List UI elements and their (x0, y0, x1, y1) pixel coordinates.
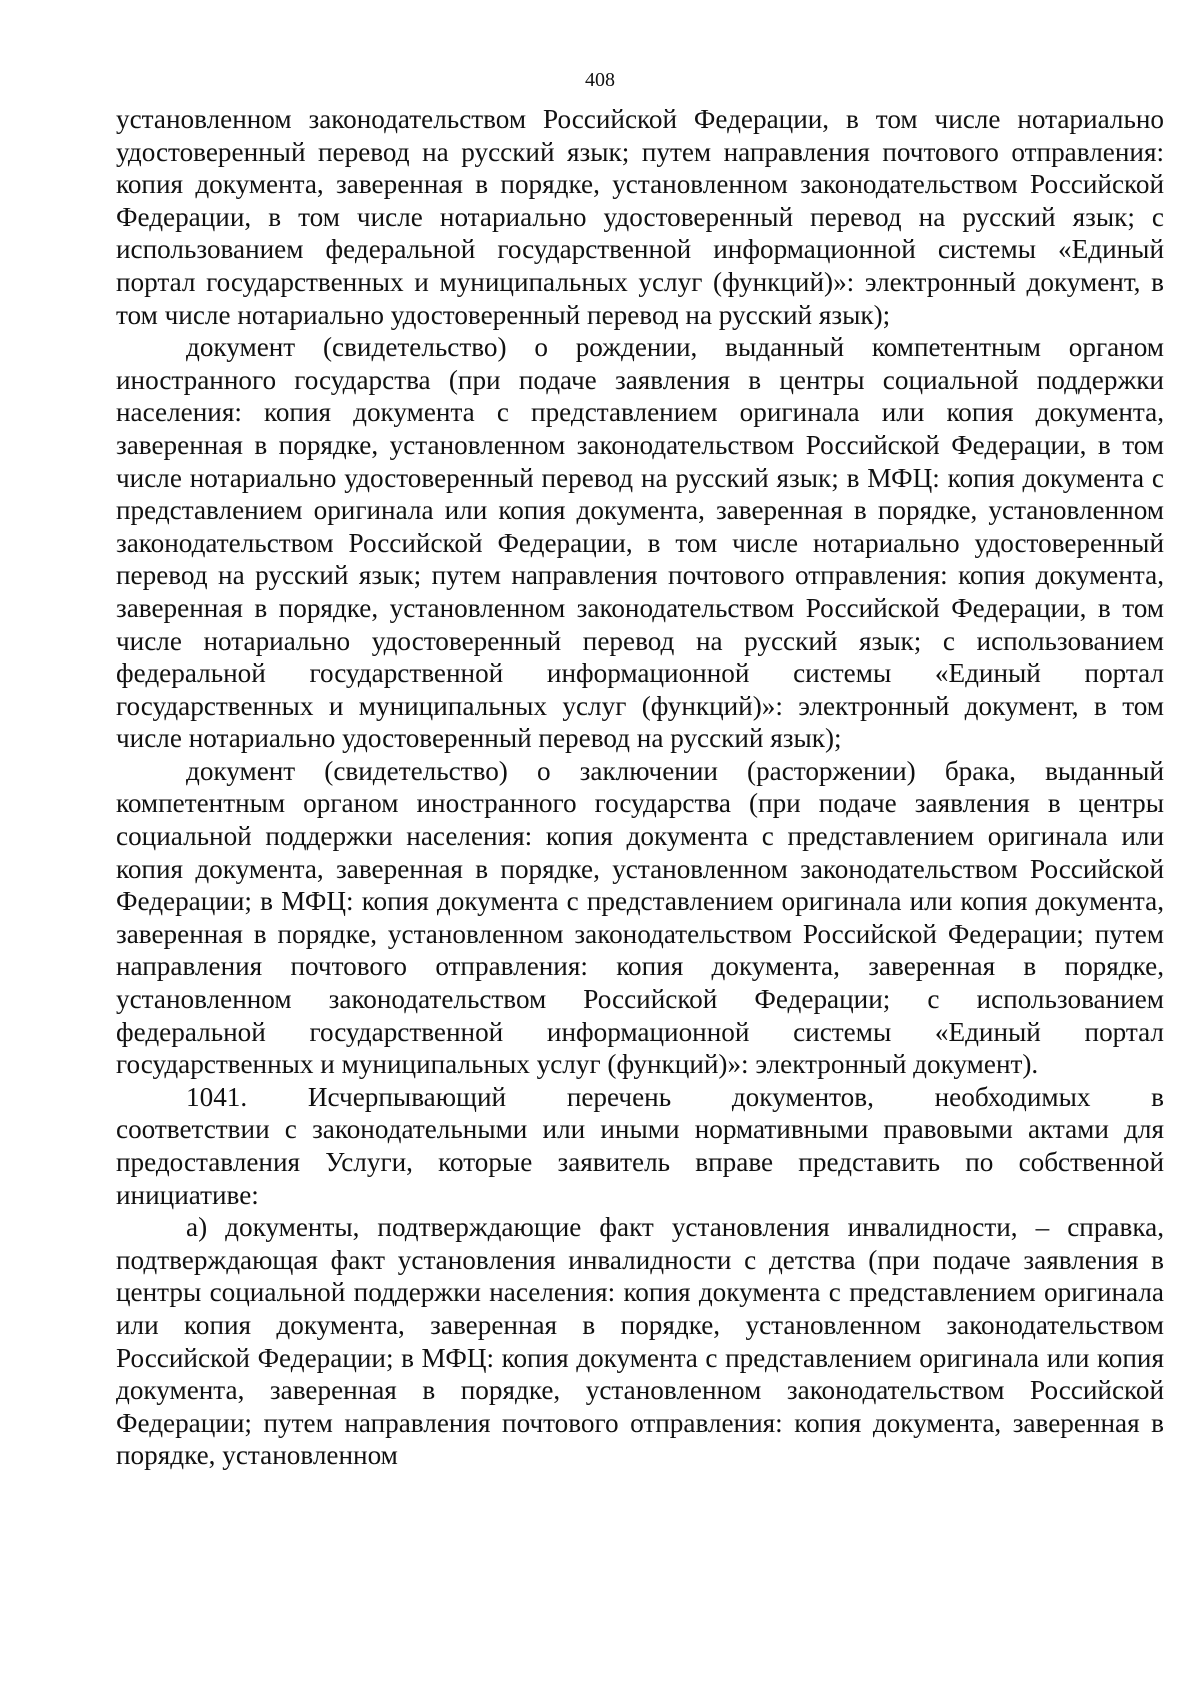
heading-word: Исчерпывающий (307, 1081, 507, 1112)
heading-word: необходимых (934, 1081, 1091, 1112)
heading-word: документов, (731, 1081, 874, 1112)
paragraph-birth-certificate: документ (свидетельство) о рождении, выданный компетентным органом иностранного государства (при подаче заявления в центры социальной поддержки населения: копия документа с представлением оригинала или копия документа, заверенная в порядке, установленном законодательством Российской Федерации, в том числе нотариально удостоверенный перевод на русский язык; в МФЦ: копия документа с представлением оригинала или копия документа, заверенная в порядке, установленном законодательством Российской Федерации, в том числе нотариально удостоверенный перевод на русский язык; путем направления почтового отправления: копия документа, заверенная в порядке, установленном законодательством Российской Федерации, в том числе нотариально удостоверенный перевод на русский язык; с использованием федеральной государственной информационной системы «Единый портал государственных и муниципальных услуг (функций)»: электронный документ, в том числе нотариально удостоверенный перевод на русский язык); (116, 332, 1164, 754)
paragraph-number: 1041. (186, 1081, 248, 1112)
paragraph-marriage-certificate: документ (свидетельство) о заключении (расторжении) брака, выданный компетентным органом иностранного государства (при подаче заявления в центры социальной поддержки населения: копия документа с представлением оригинала или копия документа, заверенная в порядке, установленном законодательством Российской Федерации; в МФЦ: копия документа с представлением оригинала или копия документа, заверенная в порядке, установленном законодательством Российской Федерации; путем направления почтового отправления: копия документа, заверенная в порядке, установленном законодательством Российской Федерации; с использованием федеральной государственной информационной системы «Единый портал государственных и муниципальных услуг (функций)»: электронный документ). (116, 755, 1164, 1080)
document-body (116, 103, 1164, 1472)
heading-word: перечень (566, 1081, 672, 1112)
numbered-paragraph-heading (116, 1081, 1164, 1114)
heading-word: в (1151, 1081, 1164, 1112)
paragraph-disability-documents: а) документы, подтверждающие факт установления инвалидности, – справка, подтверждающая факт установления инвалидности с детства (при подаче заявления в центры социальной поддержки населения: копия документа с представлением оригинала или копия документа, заверенная в порядке, установленном законодательством Российской Федерации; в МФЦ: копия документа с представлением оригинала или копия документа, заверенная в порядке, установленном законодательством Российской Федерации; путем направления почтового отправления: копия документа, заверенная в порядке, установленном (116, 1212, 1164, 1471)
paragraph-continuation: установленном законодательством Российской Федерации, в том числе нотариально удостоверенный перевод на русский язык; путем направления почтового отправления: копия документа, заверенная в порядке, установленном законодательством Российской Федерации, в том числе нотариально удостоверенный перевод на русский язык; с использованием федеральной государственной информационной системы «Единый портал государственных и муниципальных услуг (функций)»: электронный документ, в том числе нотариально удостоверенный перевод на русский язык); (116, 104, 1164, 330)
page-number: 408 (585, 69, 615, 91)
numbered-paragraph-text: соответствии с законодательными или иными нормативными правовыми актами для предоставления Услуги, которые заявитель вправе представить по собственной инициативе: (116, 1114, 1164, 1210)
